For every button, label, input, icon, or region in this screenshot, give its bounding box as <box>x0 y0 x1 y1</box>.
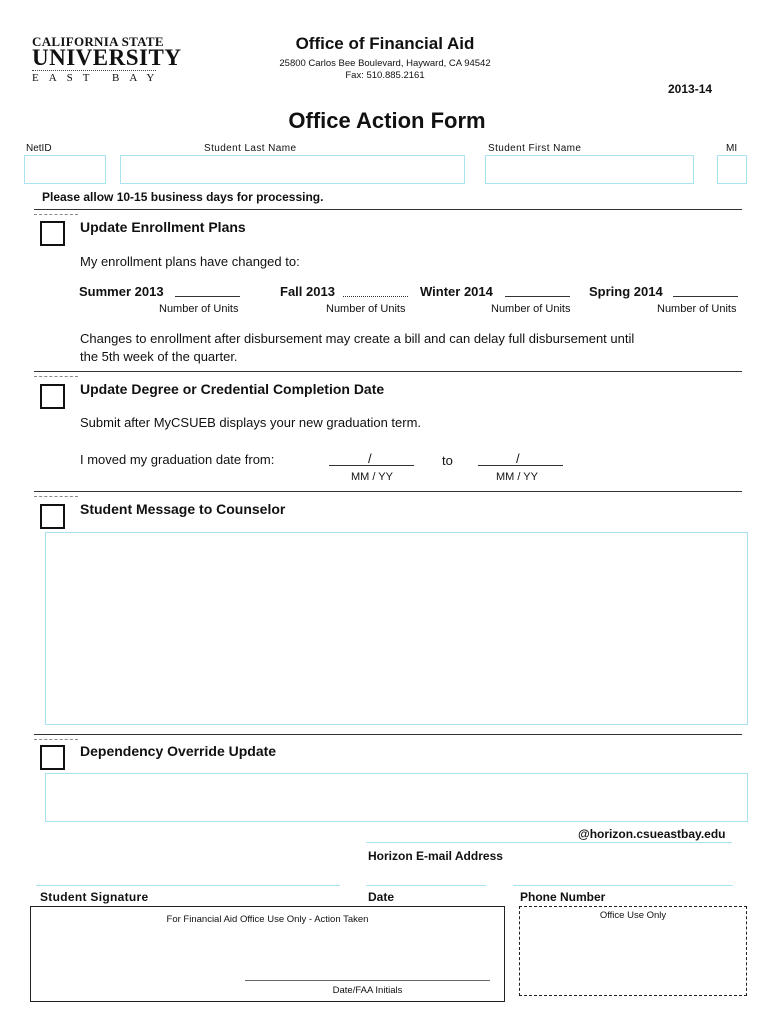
divider-3 <box>34 491 742 492</box>
office-action-label: For Financial Aid Office Use Only - Action Taken <box>166 914 369 925</box>
date-label: Date <box>368 890 395 904</box>
dependency-title: Dependency Override Update <box>80 743 277 759</box>
degree-instruction: Submit after MyCSUEB displays your new graduation term. <box>80 415 422 430</box>
form-title: Office Action Form <box>288 108 486 133</box>
first-name-field[interactable] <box>485 155 694 184</box>
phone-field[interactable] <box>513 885 733 886</box>
degree-title: Update Degree or Credential Completion Date <box>80 381 385 397</box>
summer-units-blank[interactable] <box>175 296 240 297</box>
from-date-format: MM / YY <box>351 471 393 483</box>
signature-label: Student Signature <box>40 890 149 904</box>
spring-units-label: Number of Units <box>657 303 737 315</box>
dependency-textarea[interactable] <box>45 773 748 822</box>
office-address: 25800 Carlos Bee Boulevard, Hayward, CA 94542 <box>279 58 491 69</box>
dependency-checkbox[interactable] <box>40 745 65 770</box>
signature-field[interactable] <box>36 885 340 886</box>
divider-tick <box>34 376 78 377</box>
logo-line-1: CALIFORNIA STATE <box>32 34 164 49</box>
email-field[interactable] <box>366 842 732 843</box>
office-fax: Fax: 510.885.2161 <box>345 70 425 81</box>
office-use-only-label: Office Use Only <box>599 910 667 921</box>
office-name: Office of Financial Aid <box>295 34 475 53</box>
term-winter-2014: Winter 2014 <box>420 284 493 299</box>
from-date-slash: / <box>368 451 372 466</box>
enrollment-intro: My enrollment plans have changed to: <box>80 254 300 269</box>
phone-label: Phone Number <box>520 890 606 904</box>
last-name-field[interactable] <box>120 155 465 184</box>
enrollment-title: Update Enrollment Plans <box>80 219 246 235</box>
mi-label: MI <box>726 143 738 154</box>
message-checkbox[interactable] <box>40 504 65 529</box>
date-initials-label: Date/FAA Initials <box>332 985 403 996</box>
divider-tick <box>34 214 78 215</box>
last-name-label: Student Last Name <box>204 143 297 154</box>
divider-4 <box>34 734 742 735</box>
to-date-format: MM / YY <box>496 471 538 483</box>
moved-date-label: I moved my graduation date from: <box>80 452 275 467</box>
email-label: Horizon E-mail Address <box>368 849 503 863</box>
fall-units-label: Number of Units <box>326 303 406 315</box>
netid-field[interactable] <box>24 155 106 184</box>
logo-line-3: EAST BAY <box>32 72 165 84</box>
degree-checkbox[interactable] <box>40 384 65 409</box>
term-summer-2013: Summer 2013 <box>79 284 164 299</box>
date-initials-line[interactable] <box>245 980 490 981</box>
enrollment-note-1: Changes to enrollment after disbursement may create a bill and can delay full disbursement until <box>80 331 635 346</box>
term-fall-2013: Fall 2013 <box>280 284 335 299</box>
mi-field[interactable] <box>717 155 747 184</box>
first-name-label: Student First Name <box>488 143 582 154</box>
aid-year: 2013-14 <box>668 82 713 96</box>
divider-tick <box>34 739 78 740</box>
divider-2 <box>34 371 742 372</box>
message-title: Student Message to Counselor <box>80 501 286 517</box>
processing-note: Please allow 10-15 business days for processing. <box>42 190 324 204</box>
enrollment-note-2: the 5th week of the quarter. <box>80 349 238 364</box>
to-date-slash: / <box>516 451 520 466</box>
summer-units-label: Number of Units <box>159 303 239 315</box>
netid-label: NetID <box>26 143 52 154</box>
enrollment-checkbox[interactable] <box>40 221 65 246</box>
winter-units-label: Number of Units <box>491 303 571 315</box>
term-spring-2014: Spring 2014 <box>589 284 663 299</box>
to-date-blank[interactable] <box>478 465 563 466</box>
fall-units-blank[interactable] <box>343 296 408 297</box>
date-field[interactable] <box>366 885 486 886</box>
email-domain: @horizon.csueastbay.edu <box>578 827 726 841</box>
message-textarea[interactable] <box>45 532 748 725</box>
to-label: to <box>442 453 453 468</box>
spring-units-blank[interactable] <box>673 296 738 297</box>
winter-units-blank[interactable] <box>505 296 570 297</box>
divider-tick <box>34 496 78 497</box>
logo-line-2: UNIVERSITY <box>32 45 182 70</box>
divider-1 <box>34 209 742 210</box>
